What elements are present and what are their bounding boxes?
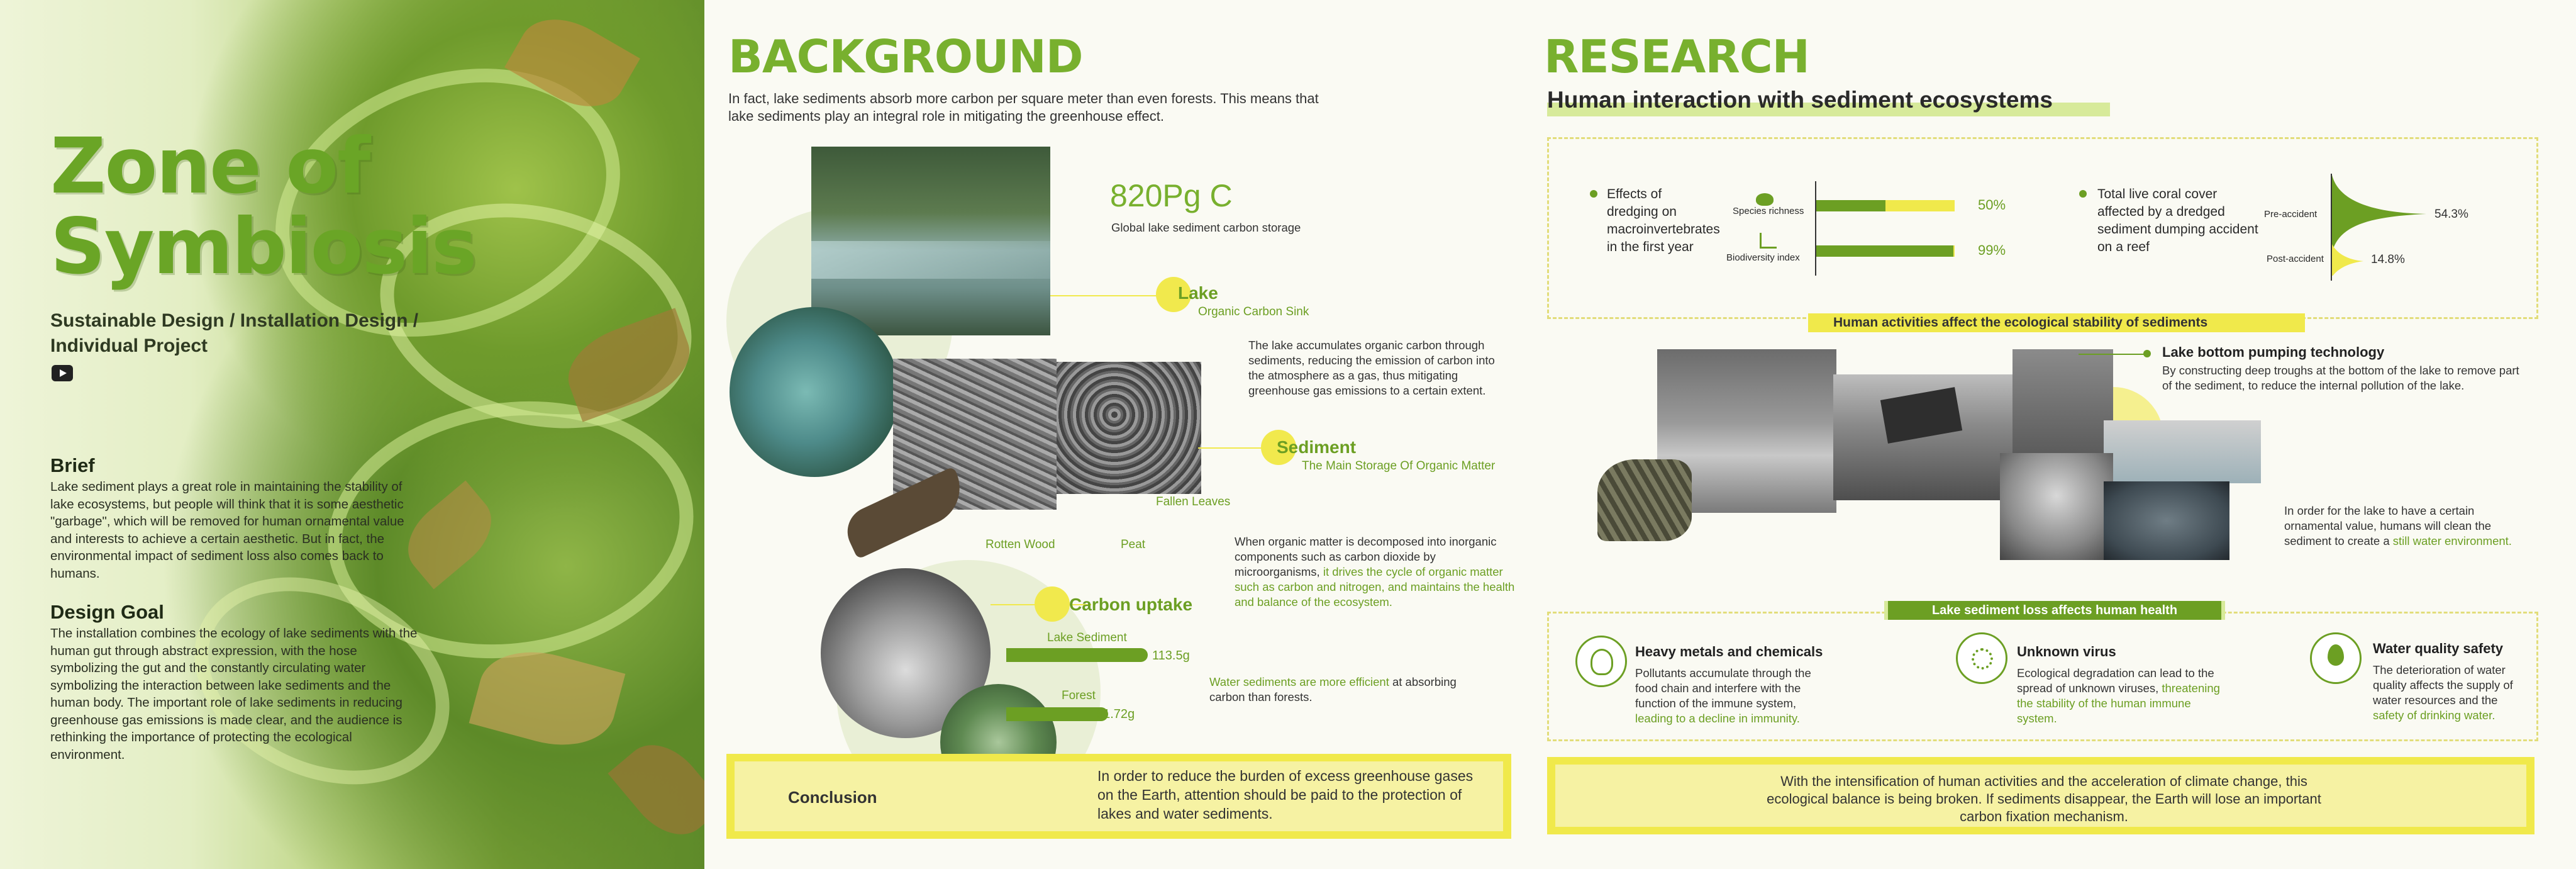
- post-accident-label: Post-accident: [2267, 254, 2324, 264]
- bullet: [2079, 190, 2087, 198]
- sediment-water-photo: [730, 307, 899, 477]
- bar-label-forest: Forest: [1062, 689, 1096, 702]
- carbon-uptake-label: Carbon uptake: [1069, 595, 1193, 614]
- conclusion-heading: Conclusion: [788, 788, 877, 807]
- bar-lake-sediment: [1006, 648, 1148, 662]
- lake-sublabel: Organic Carbon Sink: [1198, 305, 1309, 318]
- heavy-metals-heading: Heavy metals and chemicals: [1635, 644, 1823, 659]
- storage-value: 820Pg C: [1110, 178, 1233, 213]
- rotten-wood-label: Rotten Wood: [985, 538, 1055, 551]
- research-subtitle: Human interaction with sediment ecosystems: [1547, 87, 2053, 113]
- bullet: [2143, 350, 2151, 357]
- pre-accident-label: Pre-accident: [2264, 209, 2318, 220]
- clear-lake-photo: [2104, 481, 2229, 560]
- water-text: [2373, 663, 2524, 723]
- coral-text: Total live coral cover affected by a dredged sediment dumping accident on a reef: [2097, 187, 2258, 254]
- decomposition-text: [1235, 534, 1524, 610]
- water-heading: Water quality safety: [2373, 641, 2504, 656]
- bar-forest: [1006, 707, 1108, 721]
- person-photo: [2000, 453, 2113, 560]
- water-plain: The deterioration of water quality affects the supply of water resources and the: [2373, 663, 2513, 707]
- ornamental-plain: In order for the lake to have a certain ornamental value, humans will clean the sediment to create a: [2284, 504, 2492, 547]
- title-line-2: Symbiosis: [50, 202, 476, 291]
- heavy-metals-icon: [1575, 636, 1627, 687]
- ornamental-text: [2284, 503, 2529, 549]
- design-goal-heading: Design Goal: [50, 601, 164, 623]
- carbon-dot: [1035, 586, 1070, 622]
- heavy-metals-plain: Pollutants accumulate through the food chain and interfere with the function of the immune system,: [1635, 666, 1811, 710]
- research-title: RESEARCH: [1544, 30, 1809, 83]
- sediment-sublabel: The Main Storage Of Organic Matter: [1302, 459, 1496, 473]
- water-highlight: safety of drinking water.: [2373, 709, 2496, 722]
- chart-axis: [1815, 181, 1816, 276]
- leaf-shape: [608, 729, 704, 850]
- conclusion-text: In order to reduce the burden of excess greenhouse gases on the Earth, attention should be paid to the protection of lakes and water sediments.: [1097, 768, 1474, 822]
- pumping-connector: [2079, 354, 2148, 355]
- efficiency-rest: at absorbing carbon than forests.: [1209, 675, 1457, 704]
- sediment-label: Sediment: [1277, 437, 1357, 457]
- heavy-metals-text: [1635, 666, 1830, 726]
- fallen-leaves-label: Fallen Leaves: [1156, 495, 1231, 508]
- biodiversity-label: Biodiversity index: [1726, 252, 1800, 263]
- background-intro: In fact, lake sediments absorb more carbon per square meter than even forests. This means that lake sediments play an integral role in mitigating the greenhouse effect.: [728, 91, 1319, 124]
- brief-text: Lake sediment plays a great role in maintaining the stability of lake ecosystems, but people will think that it is some aesthetic "garbage", which will be removed for human ornamental value and interests to achieve a certain aesthetic. But in fact, the environmental impact of sediment loss also comes back to humans.: [50, 479, 404, 581]
- virus-heading: Unknown virus: [2017, 644, 2116, 659]
- biodiversity-bar-fill: [1816, 245, 1953, 257]
- pumping-text: By constructing deep troughs at the bottom of the lake to remove part of the sediment, to reduce the internal pollution of the lake.: [2162, 364, 2519, 392]
- sediment-clump-photo: [1597, 459, 1692, 541]
- project-subtitle: Sustainable Design / Installation Design / Individual Project: [50, 310, 419, 356]
- ornamental-highlight: still water environment.: [2392, 534, 2512, 547]
- cover-panel: [0, 0, 704, 869]
- species-label: Species richness: [1733, 206, 1804, 216]
- bar-label-lake-sediment: Lake Sediment: [1047, 631, 1127, 644]
- heavy-metals-highlight: leading to a decline in immunity.: [1635, 712, 1800, 725]
- species-value: 50%: [1978, 197, 2006, 213]
- water-reflection: [811, 241, 1050, 279]
- virus-highlight: threatening the stability of the human immune system.: [2017, 681, 2220, 725]
- post-accident-value: 14.8%: [2371, 253, 2405, 266]
- post-accident-shape: [2332, 244, 2363, 276]
- pumping-heading: Lake bottom pumping technology: [2162, 344, 2385, 360]
- decomposition-text-highlight: it drives the cycle of organic matter such as carbon and nitrogen, and maintains the health and balance of the ecosystem.: [1235, 565, 1515, 608]
- species-bar-fill: [1816, 200, 1885, 211]
- excavator-shape: [1880, 387, 1962, 444]
- design-goal-text: The installation combines the ecology of lake sediments with the human gut through abstract expression, with the hose symbolizing the gut and the constantly circulating water symbolizing the interaction between lake sediments and the human body. The important role of lake sediments in reducing greenhouse gas emissions is made clear, and the audience is rethinking the importance of protecting the ecological environment.: [50, 626, 418, 762]
- closing-text: With the intensification of human activities and the acceleration of climate change, this ecological balance is being broken. If sediments disappear, the Earth will lose an important carbon fixation mechanism.: [1767, 773, 2321, 824]
- background-title: BACKGROUND: [728, 30, 1083, 83]
- dredging-text: Effects of dredging on macroinvertebrates in the first year: [1607, 187, 1720, 254]
- peat-label: Peat: [1121, 538, 1146, 551]
- brief-heading: Brief: [50, 454, 95, 476]
- pre-accident-value: 54.3%: [2434, 208, 2468, 221]
- activities-heading: Human activities affect the ecological stability of sediments: [1833, 315, 2208, 330]
- lake-label: Lake: [1178, 283, 1218, 303]
- biodiversity-value: 99%: [1978, 242, 2006, 258]
- virus-glyph: [1972, 648, 1993, 670]
- flask-glyph: [1591, 649, 1613, 675]
- chart-icon: [1760, 233, 1777, 249]
- virus-icon: [1956, 632, 2007, 684]
- virus-text: [2017, 666, 2224, 726]
- drop-glyph: [2328, 644, 2344, 666]
- project-title: [50, 121, 476, 291]
- efficiency-highlight: Water sediments are more efficient: [1209, 675, 1389, 688]
- pre-accident-shape: [2332, 175, 2426, 253]
- fallen-leaves-photo: [1057, 362, 1201, 494]
- efficiency-text: [1209, 675, 1474, 705]
- bar-value-forest: 81.72g: [1096, 707, 1135, 721]
- lake-description: The lake accumulates organic carbon through sediments, reducing the emission of carbon into the atmosphere as a gas, thus mitigating greenhouse gas emissions to a certain extent.: [1248, 339, 1495, 397]
- decomposition-text-plain: When organic matter is decomposed into inorganic components such as carbon dioxide by microorganisms,: [1235, 535, 1497, 578]
- storage-caption: Global lake sediment carbon storage: [1111, 221, 1301, 234]
- video-play-icon[interactable]: [52, 365, 73, 381]
- excavator-photo: [1833, 374, 2016, 500]
- virus-plain: Ecological degradation can lead to the spread of unknown viruses,: [2017, 666, 2214, 695]
- title-line-1: Zone of: [50, 121, 370, 211]
- water-drop-icon: [2310, 632, 2362, 684]
- mountain-lake-photo: [2104, 420, 2261, 483]
- frog-icon: [1756, 193, 1774, 206]
- lake-photo: [811, 147, 1050, 335]
- bar-value-lake-sediment: 113.5g: [1152, 649, 1190, 663]
- bullet: [1590, 190, 1597, 198]
- health-banner: Lake sediment loss affects human health: [1884, 601, 2225, 620]
